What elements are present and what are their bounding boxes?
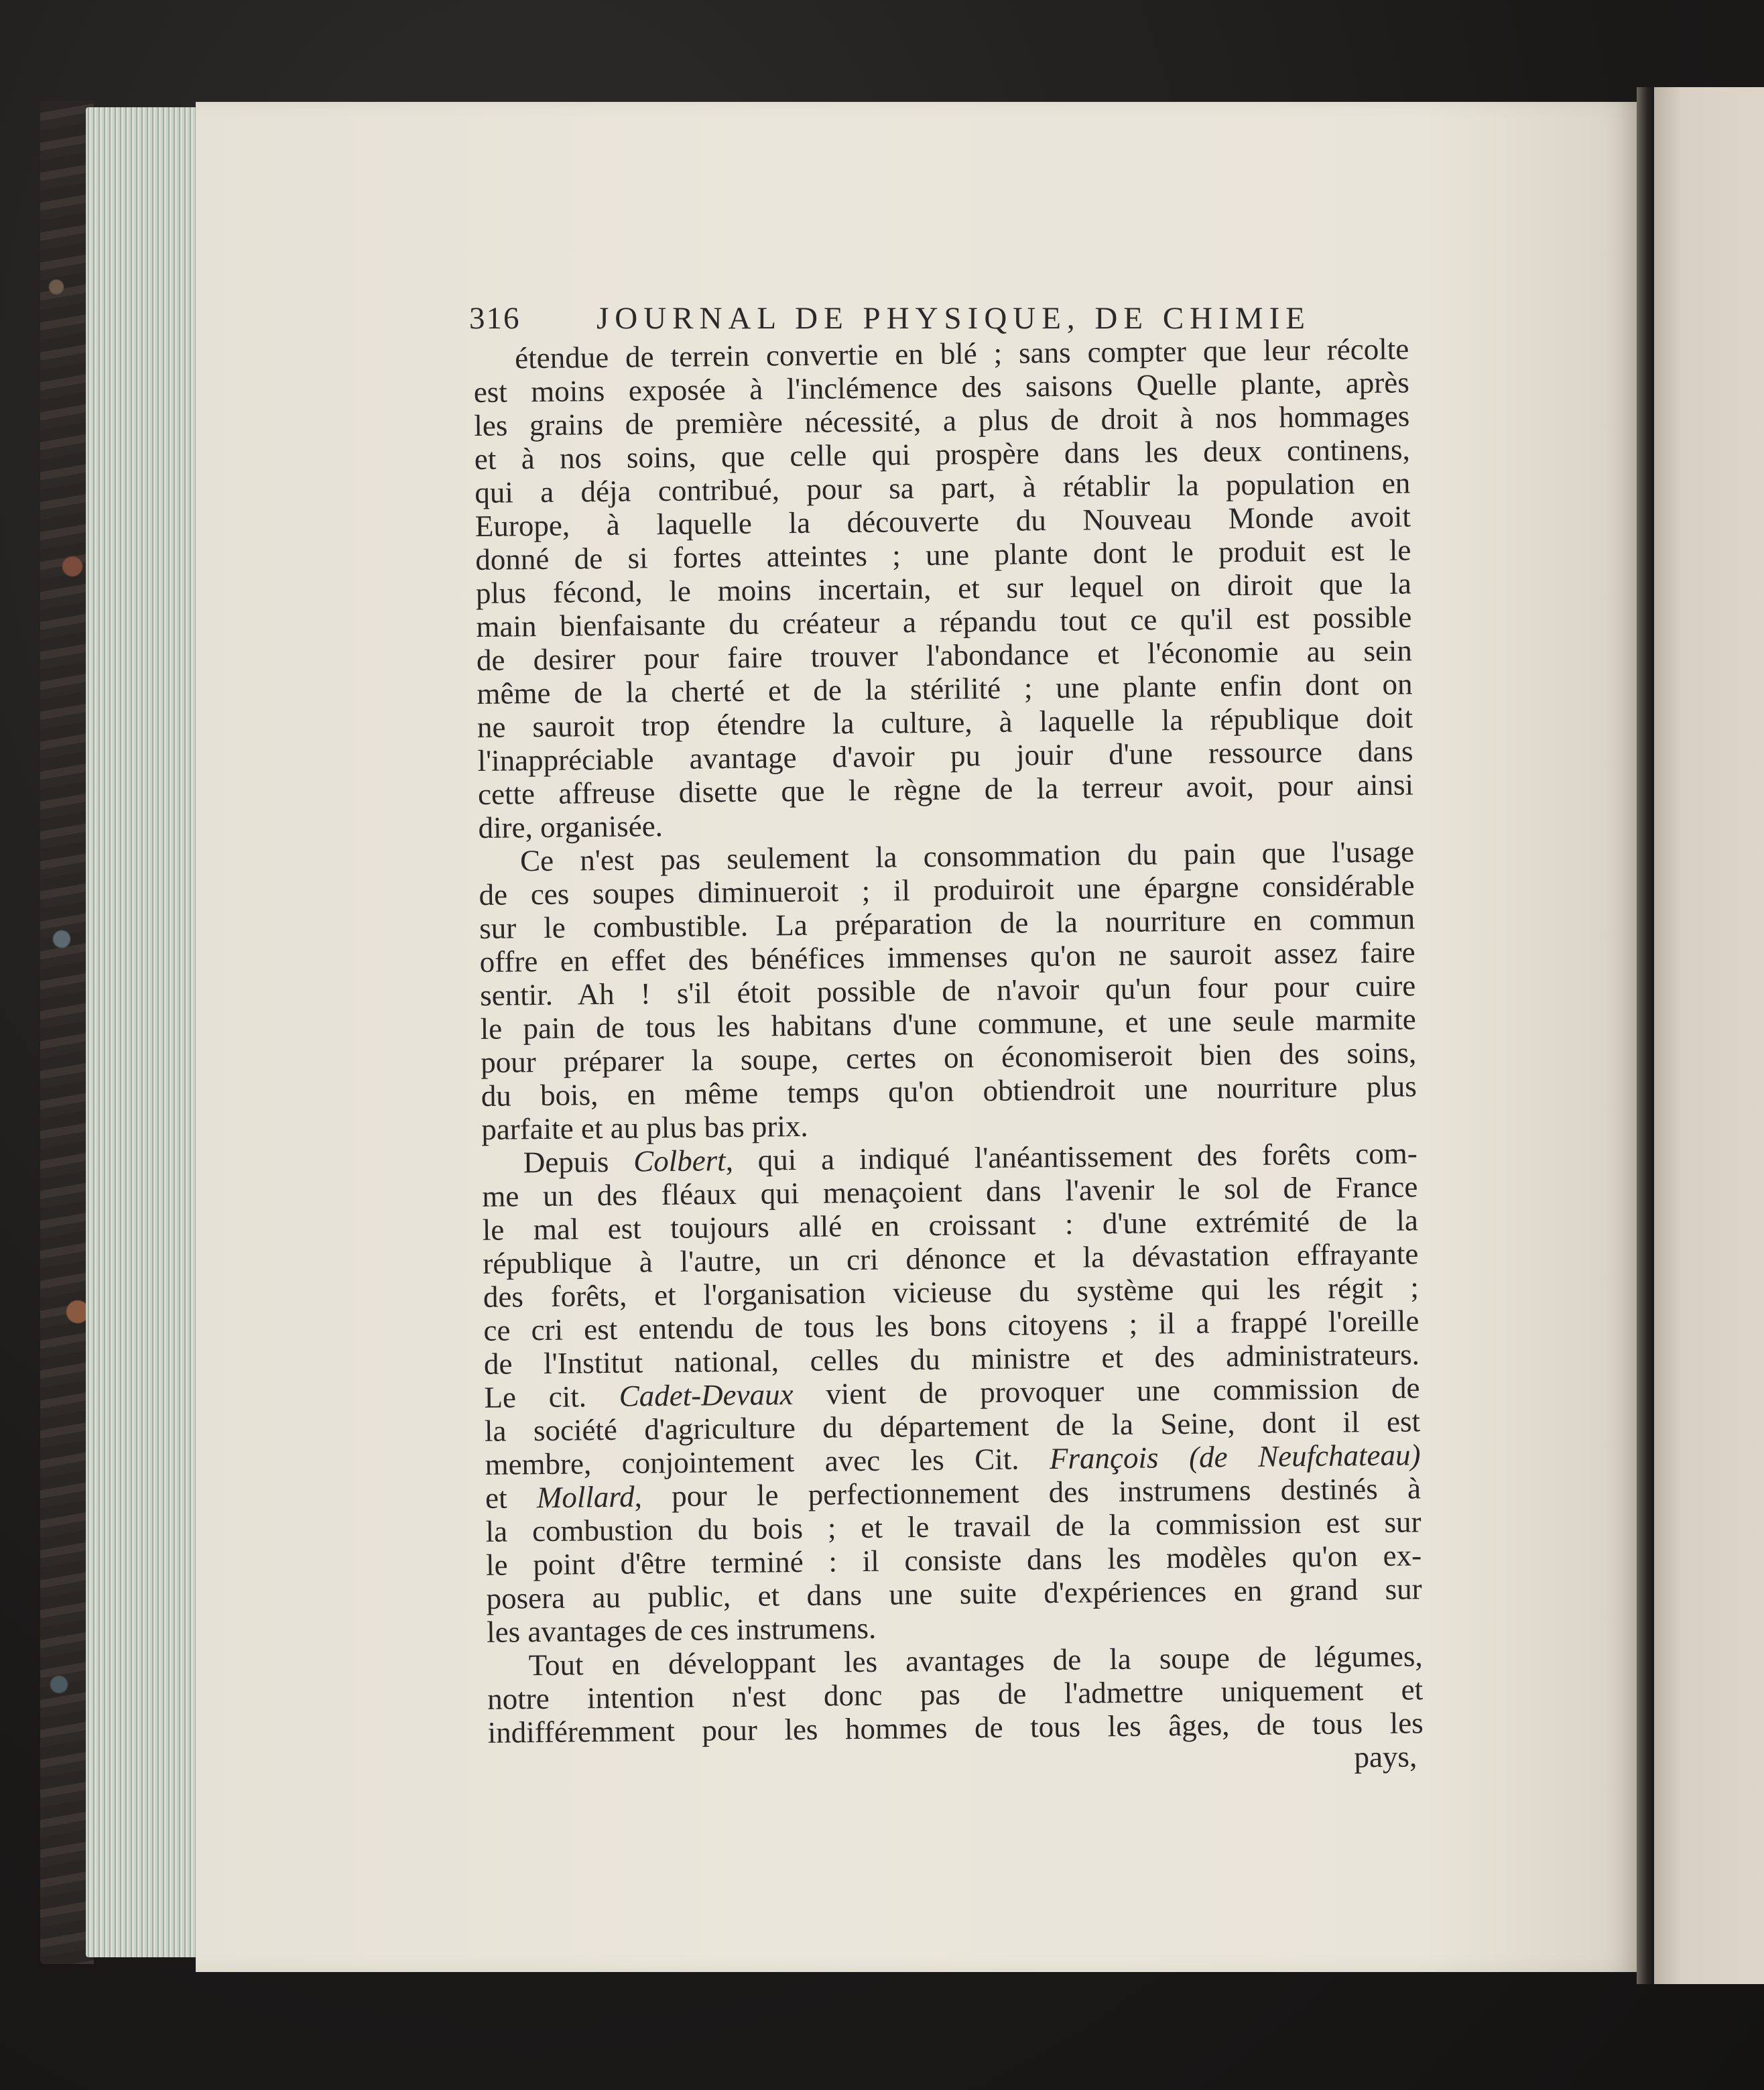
catchword: pays, [1354, 1739, 1418, 1774]
text-span: vient de provoquer une commission de [793, 1371, 1420, 1412]
text-line: donné de si fortes atteintes ; une plante dont le produit est le [475, 533, 1411, 576]
text-line: indifféremment pour les hommes de tous les âges, de tous les [487, 1706, 1424, 1749]
binding-gutter [1637, 87, 1654, 1984]
page-number: 316 [469, 301, 521, 336]
text-line: plus fécond, le moins incertain, et sur lequel on diroit que la [475, 566, 1412, 610]
paragraph [473, 332, 1414, 845]
paragraph [487, 1639, 1423, 1749]
text-line: Ce n'est pas seulement la consommation du pain que l'usage [519, 835, 1415, 878]
text-span: posera au public, et dans une suite d'expériences en grand sur [486, 1572, 1422, 1615]
text-span: Le cit. [484, 1379, 619, 1414]
text-span: la combustion du bois ; et le travail de la commission est sur [485, 1505, 1422, 1548]
text-line: est moins exposée à l'inclémence des saisons Quelle plante, après [473, 365, 1409, 409]
italic-name: François (de Neufchateau) [1049, 1438, 1421, 1476]
text-line: offre en effet des bénéfices immenses qu'on ne sauroit assez faire [479, 935, 1415, 979]
text-span: des forêts, et l'organisation vicieuse du système qui les régit ; [483, 1270, 1420, 1314]
facing-page-edge [1654, 87, 1764, 1984]
text-line: le pain de tous les habitans d'une commune, et une seule marmite [480, 1002, 1416, 1046]
text-span: , qui a indiqué l'anéantissement des forêts com- [725, 1136, 1418, 1178]
text-line: cette affreuse disette que le règne de la terreur avoit, pour ainsi [477, 767, 1414, 811]
text-line: sur le combustible. La préparation de la nourriture en commun [479, 902, 1415, 945]
text-span: le mal est toujours allé en croissant : d'une extrémité de la [482, 1203, 1419, 1247]
text-line: qui a déja contribué, pour sa part, à rétablir la population en [475, 466, 1411, 509]
paragraph [479, 835, 1418, 1146]
running-title: JOURNAL DE PHYSIQUE, DE CHIMIE [596, 301, 1311, 336]
text-line: de ces soupes diminueroit ; il produiroit une épargne considérable [479, 868, 1415, 912]
text-line: parfaite et au plus bas prix. [481, 1109, 808, 1146]
text-span: république à l'autre, un cri dénonce et la dévastation effrayante [483, 1237, 1419, 1280]
text-span: les avantages de ces instrumens. [486, 1611, 877, 1649]
text-line: Europe, à laquelle la découverte du Nouveau Monde avoit [475, 499, 1411, 543]
text-span: , pour le perfectionnement des instrumens destinés à [634, 1471, 1422, 1514]
text-span: le point d'être terminé : il consiste dans les modèles qu'on ex- [485, 1538, 1422, 1582]
italic-name: Colbert [633, 1144, 726, 1178]
italic-name: Mollard [536, 1479, 635, 1515]
text-line: et à nos soins, que celle qui prospère dans les deux continens, [474, 432, 1411, 476]
text-span: de l'Institut national, celles du ministre et des administrateurs. [483, 1337, 1420, 1381]
text-line: notre intention n'est donc pas de l'admettre uniquement et [487, 1672, 1424, 1716]
page-block-edges [86, 107, 200, 1957]
text-line: pour préparer la soupe, certes on économiseroit bien des soins, [480, 1036, 1417, 1079]
paragraph [482, 1136, 1423, 1649]
text-line: étendue de terrein convertie en blé ; sans compter que leur récolte [514, 332, 1409, 375]
body-text [473, 332, 1424, 1783]
text-line: même de la cherté et de la stérilité ; une plante enfin dont on [477, 667, 1413, 711]
italic-name: Cadet-Devaux [619, 1377, 794, 1413]
text-line: main bienfaisante du créateur a répandu tout ce qu'il est possible [476, 600, 1412, 643]
text-span: et [485, 1481, 538, 1515]
text-line: ne sauroit trop étendre la culture, à laquelle la république doit [477, 700, 1413, 744]
text-span: me un des fléaux qui menaçoient dans l'avenir le sol de France [482, 1170, 1418, 1213]
text-span: ce cri est entendu de tous les bons citoyens ; il a frappé l'oreille [483, 1304, 1420, 1347]
text-line: dire, organisée. [478, 809, 664, 845]
text-span: membre, conjointement avec les Cit. [485, 1442, 1050, 1481]
text-line: Tout en développant les avantages de la soupe de légumes, [528, 1639, 1423, 1682]
text-span: la société d'agriculture du département de la Seine, dont il est [484, 1404, 1421, 1448]
text-line: l'inappréciable avantage d'avoir pu jouir d'une ressource dans [477, 734, 1413, 778]
text-line: de desirer pour faire trouver l'abondance et l'économie au sein [476, 633, 1413, 677]
text-span: Depuis [523, 1144, 634, 1180]
text-line: du bois, en même temps qu'on obtiendroit une nourriture plus [481, 1069, 1417, 1113]
text-line: sentir. Ah ! s'il étoit possible de n'avoir qu'un four pour cuire [479, 969, 1416, 1012]
text-line: les grains de première nécessité, a plus de droit à nos hommages [474, 399, 1410, 442]
